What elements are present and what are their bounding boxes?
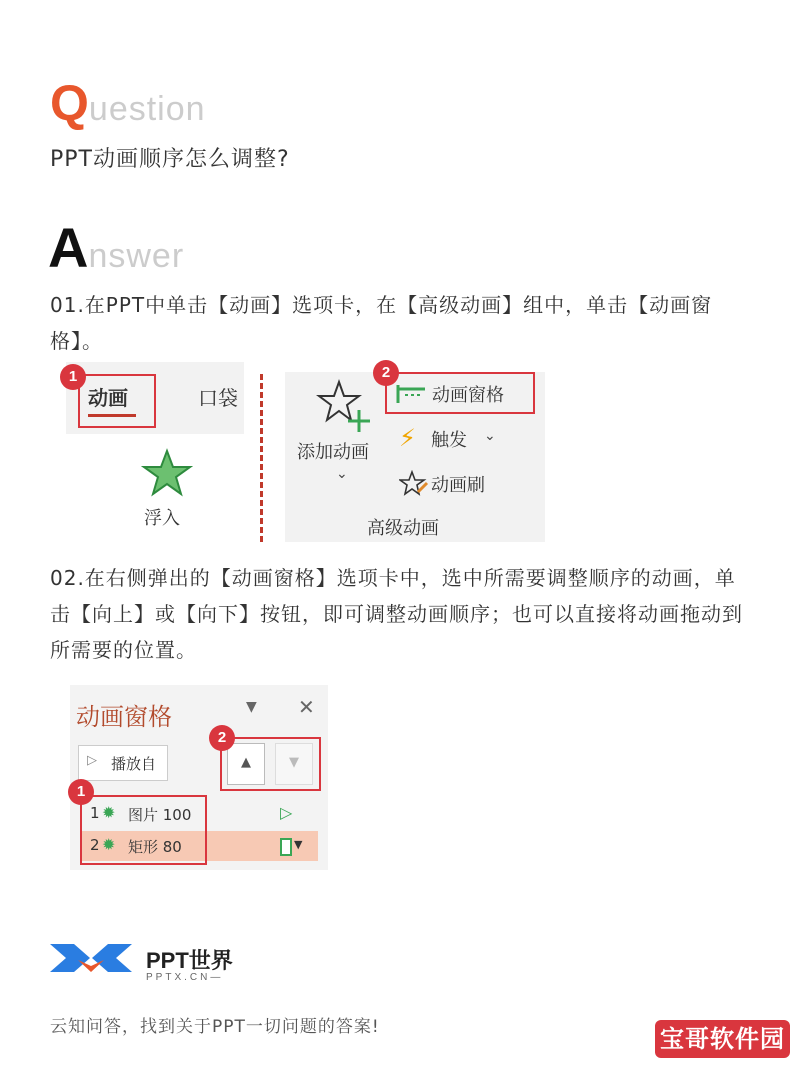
step-badge-1: 1 <box>60 364 86 390</box>
footer-tagline: 云知问答，找到关于PPT一切问题的答案! <box>50 1017 380 1037</box>
step2-text: 02.在右侧弹出的【动画窗格】选项卡中，选中所需要调整顺序的动画，单击【向上】或【向下】按钮，即可调整动画顺序；也可以直接将动画拖动到所需要的位置。 <box>50 566 743 662</box>
star-float-icon <box>141 448 193 504</box>
play-icon: ▷ <box>87 753 97 768</box>
chevron-down-icon[interactable]: ⌄ <box>336 466 348 482</box>
step-badge-2-pane: 2 <box>209 725 235 751</box>
advanced-animation-group <box>285 364 545 542</box>
site-watermark: 宝哥软件园 <box>655 1020 790 1058</box>
animation-painter-button[interactable]: 动画刷 <box>431 475 485 496</box>
star-burst-icon: ✹ <box>102 803 116 822</box>
play-from-button[interactable] <box>78 745 168 781</box>
animation-pane-icon <box>395 383 427 409</box>
timeline-play-icon: ▷ <box>280 803 293 822</box>
star-burst-icon: ✹ <box>102 835 116 854</box>
answer-head-letter: A <box>48 216 89 279</box>
move-up-button[interactable]: ▲ <box>227 743 265 785</box>
timeline-bar-icon <box>280 838 292 856</box>
question-head-rest: uestion <box>88 90 206 128</box>
highlight-box-rows <box>80 795 207 865</box>
brand-domain: PPTX.CN— <box>146 972 224 983</box>
brand-name: PPT世界 <box>146 948 233 973</box>
pane-title: 动画窗格 <box>76 703 172 731</box>
row-number: 1 <box>90 804 100 822</box>
tab-pocket[interactable]: 口袋 <box>198 386 238 410</box>
pane-menu-chevron-icon[interactable]: ▼ <box>246 699 257 715</box>
tab-animation-underline <box>88 414 136 417</box>
answer-heading <box>48 216 185 280</box>
question-heading <box>50 75 206 132</box>
add-animation-label[interactable]: 添加动画 <box>297 442 369 463</box>
ribbon-screenshot <box>66 362 546 542</box>
step1-text: 01.在PPT中单击【动画】选项卡，在【高级动画】组中，单击【动画窗格】。 <box>50 293 713 353</box>
group-label: 高级动画 <box>367 518 439 539</box>
trigger-button[interactable]: 触发 <box>431 430 467 451</box>
answer-head-rest: nswer <box>88 237 185 275</box>
row-chevron-down-icon[interactable]: ▼ <box>294 838 303 851</box>
row-label: 矩形 80 <box>128 838 182 856</box>
step-badge-2: 2 <box>373 360 399 386</box>
step-badge-1-pane: 1 <box>68 779 94 805</box>
add-animation-star-icon[interactable] <box>313 378 373 438</box>
animation-painter-icon <box>399 470 429 502</box>
tab-animation[interactable]: 动画 <box>88 386 128 410</box>
brand-logo <box>48 940 268 990</box>
lightning-icon: ⚡ <box>399 424 416 452</box>
effect-float-label: 浮入 <box>144 508 180 529</box>
dashed-divider <box>260 374 263 542</box>
row-label: 图片 100 <box>128 806 192 824</box>
ppt-world-logo-icon <box>48 940 134 980</box>
trigger-chevron-down-icon[interactable]: ⌄ <box>484 428 496 444</box>
move-down-button[interactable]: ▼ <box>275 743 313 785</box>
play-from-label: 播放自 <box>111 755 157 773</box>
animation-pane-screenshot <box>70 685 328 870</box>
row-number: 2 <box>90 836 100 854</box>
question-head-letter: Q <box>50 75 89 131</box>
question-text: PPT动画顺序怎么调整? <box>50 147 290 172</box>
close-icon[interactable]: ✕ <box>298 695 315 719</box>
animation-pane-button[interactable]: 动画窗格 <box>432 385 504 406</box>
